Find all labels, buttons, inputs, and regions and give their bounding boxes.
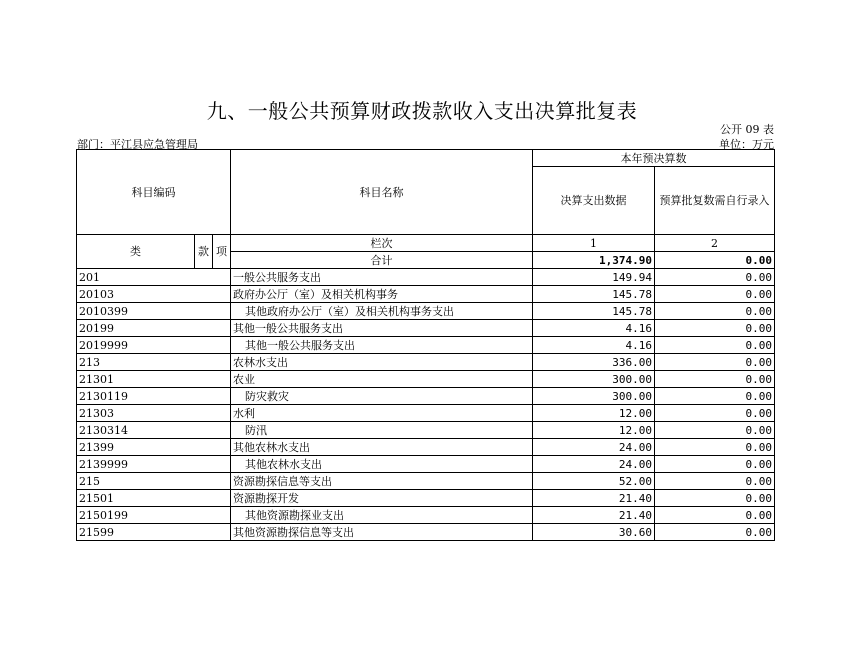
- row-v2: 0.00: [655, 303, 775, 320]
- table-row: [77, 303, 775, 320]
- row-v1: 21.40: [533, 490, 655, 507]
- header-lei: 类: [77, 235, 195, 269]
- header-xiang: 项: [213, 235, 231, 269]
- department-label: 部门：平江县应急管理局: [77, 138, 198, 151]
- row-v2: 0.00: [655, 422, 775, 439]
- row-v1: 300.00: [533, 388, 655, 405]
- row-v1: 300.00: [533, 371, 655, 388]
- row-name: 防灾救灾: [231, 388, 533, 405]
- row-code: 21301: [77, 371, 231, 388]
- table-row: [77, 439, 775, 456]
- table-row: [77, 490, 775, 507]
- table-row: [77, 388, 775, 405]
- row-v1: 145.78: [533, 303, 655, 320]
- row-code: 21501: [77, 490, 231, 507]
- row-v2: 0.00: [655, 269, 775, 286]
- row-v1: 24.00: [533, 439, 655, 456]
- row-v1: 52.00: [533, 473, 655, 490]
- header-row-1: [77, 150, 775, 167]
- row-name: 其他一般公共服务支出: [231, 320, 533, 337]
- row-v2: 0.00: [655, 456, 775, 473]
- row-code: 2130119: [77, 388, 231, 405]
- row-name: 政府办公厅（室）及相关机构事务: [231, 286, 533, 303]
- unit-label: 单位：万元: [719, 138, 774, 151]
- header-kuan: 款: [195, 235, 213, 269]
- table-row: [77, 286, 775, 303]
- row-code: 201: [77, 269, 231, 286]
- row-v1: 336.00: [533, 354, 655, 371]
- table-row: [77, 269, 775, 286]
- row-v1: 24.00: [533, 456, 655, 473]
- table-row: [77, 405, 775, 422]
- table-row: [77, 320, 775, 337]
- row-code: 2139999: [77, 456, 231, 473]
- row-v1: 12.00: [533, 405, 655, 422]
- row-name: 一般公共服务支出: [231, 269, 533, 286]
- row-v1: 4.16: [533, 337, 655, 354]
- table-row: [77, 354, 775, 371]
- total-label: 合计: [231, 252, 533, 269]
- row-v2: 0.00: [655, 490, 775, 507]
- row-v2: 0.00: [655, 507, 775, 524]
- table-row: [77, 456, 775, 473]
- row-v2: 0.00: [655, 473, 775, 490]
- row-v2: 0.00: [655, 405, 775, 422]
- row-name: 水利: [231, 405, 533, 422]
- row-name: 农业: [231, 371, 533, 388]
- row-v2: 0.00: [655, 286, 775, 303]
- header-code: 科目编码: [77, 150, 231, 235]
- total-v2: 0.00: [655, 252, 775, 269]
- header-col2-no: 2: [655, 235, 775, 252]
- row-v1: 145.78: [533, 286, 655, 303]
- row-code: 213: [77, 354, 231, 371]
- header-name: 科目名称: [231, 150, 533, 235]
- row-name: 资源勘探信息等支出: [231, 473, 533, 490]
- form-number: 公开 09 表: [720, 123, 774, 136]
- row-code: 2010399: [77, 303, 231, 320]
- row-name: 其他一般公共服务支出: [231, 337, 533, 354]
- table-row: [77, 337, 775, 354]
- row-v2: 0.00: [655, 337, 775, 354]
- table-row: [77, 507, 775, 524]
- table-row: [77, 524, 775, 541]
- row-code: 2150199: [77, 507, 231, 524]
- header-col1: 决算支出数据: [533, 167, 655, 235]
- row-name: 农林水支出: [231, 354, 533, 371]
- row-name: 其他资源勘探信息等支出: [231, 524, 533, 541]
- table-row: [77, 371, 775, 388]
- row-name: 防汛: [231, 422, 533, 439]
- row-name: 其他农林水支出: [231, 456, 533, 473]
- row-v2: 0.00: [655, 354, 775, 371]
- row-code: 21303: [77, 405, 231, 422]
- header-col1-no: 1: [533, 235, 655, 252]
- budget-table: [76, 149, 775, 541]
- page-title: 九、一般公共预算财政拨款收入支出决算批复表: [206, 99, 638, 123]
- table-row: [77, 473, 775, 490]
- row-v2: 0.00: [655, 439, 775, 456]
- row-v1: 21.40: [533, 507, 655, 524]
- row-code: 215: [77, 473, 231, 490]
- row-v1: 12.00: [533, 422, 655, 439]
- header-lanci: 栏次: [231, 235, 533, 252]
- total-v1: 1,374.90: [533, 252, 655, 269]
- row-code: 20199: [77, 320, 231, 337]
- row-name: 其他资源勘探业支出: [231, 507, 533, 524]
- row-name: 资源勘探开发: [231, 490, 533, 507]
- header-col2: 预算批复数需自行录入: [655, 167, 775, 235]
- row-v1: 4.16: [533, 320, 655, 337]
- table-row: [77, 422, 775, 439]
- header-row-3: [77, 235, 775, 252]
- row-code: 2130314: [77, 422, 231, 439]
- row-code: 21599: [77, 524, 231, 541]
- row-code: 21399: [77, 439, 231, 456]
- row-code: 2019999: [77, 337, 231, 354]
- row-v1: 149.94: [533, 269, 655, 286]
- row-v2: 0.00: [655, 320, 775, 337]
- row-name: 其他政府办公厅（室）及相关机构事务支出: [231, 303, 533, 320]
- row-v2: 0.00: [655, 388, 775, 405]
- row-name: 其他农林水支出: [231, 439, 533, 456]
- row-code: 20103: [77, 286, 231, 303]
- row-v2: 0.00: [655, 371, 775, 388]
- row-v2: 0.00: [655, 524, 775, 541]
- row-v1: 30.60: [533, 524, 655, 541]
- header-budget-group: 本年预决算数: [533, 150, 775, 167]
